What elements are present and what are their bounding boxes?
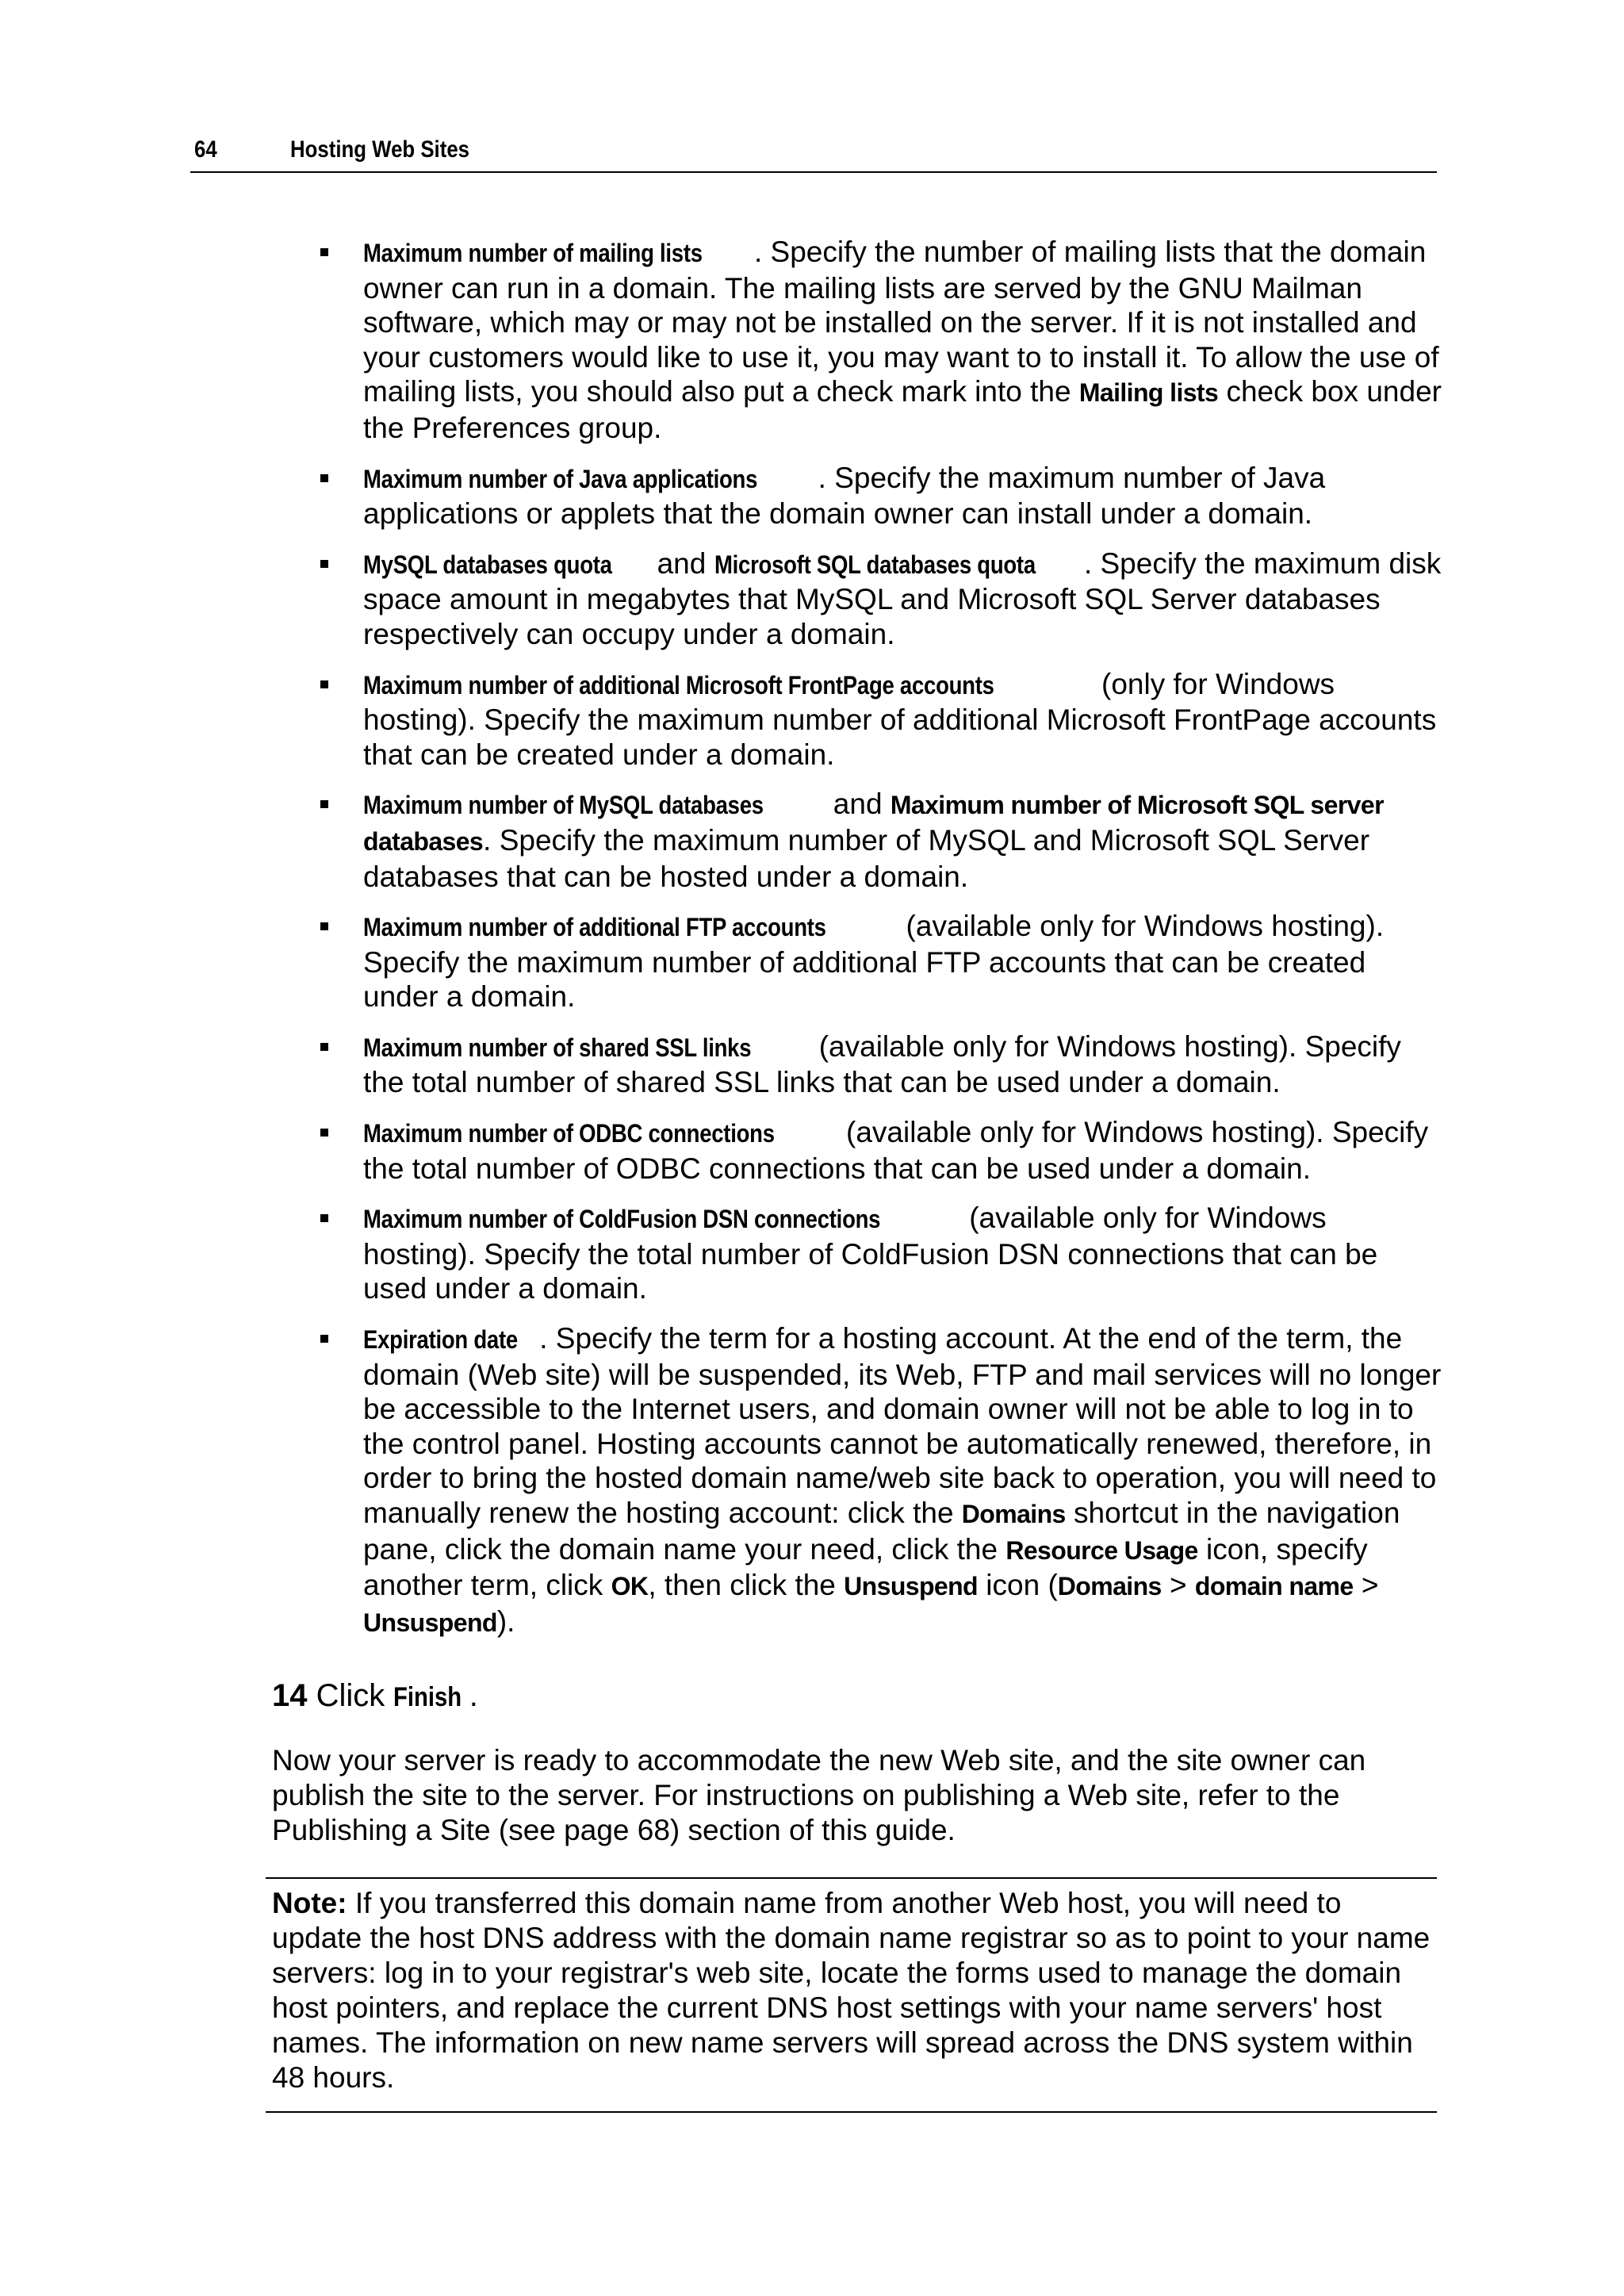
- description: icon (: [978, 1569, 1058, 1602]
- term: Domains: [961, 1500, 1066, 1528]
- note-bottom-rule: [266, 2111, 1437, 2113]
- step-action: Finish: [393, 1682, 462, 1712]
- description: icon, specify another term, click: [363, 1532, 1368, 1602]
- list-item: [320, 461, 1446, 531]
- term: Microsoft SQL databases quota: [714, 550, 1036, 579]
- step-end: .: [469, 1678, 478, 1713]
- bullet-square-icon: [320, 474, 328, 482]
- description: (only for Windows hosting). Specify the maximum number of additional Microsoft FrontPage accounts that can be created under a domain.: [363, 667, 1437, 771]
- description: check box under the Preferences group.: [363, 375, 1442, 444]
- description: (available only for Windows hosting). Specify the total number of shared SSL links that can be used under a domain.: [363, 1029, 1401, 1099]
- step-number: 14: [272, 1678, 308, 1713]
- list-item: [320, 667, 1446, 772]
- list-item: [320, 1201, 1446, 1306]
- step-text: Click: [307, 1678, 394, 1713]
- description: (available only for Windows hosting). Specify the maximum number of additional FTP accounts that can be created under a domain.: [363, 910, 1385, 1014]
- bullet-square-icon: [320, 560, 328, 568]
- running-header: [190, 136, 1437, 173]
- note-text: If you transferred this domain name from another Web host, you will need to update the host DNS address with the domain name registrar so as to point to your name servers: log in to your registrar's web site, locate the forms used to manage the domain host pointers, and replace the current DNS host settings with your name servers' host names. The information on new name servers will spread across the DNS system within 48 hours.: [272, 1887, 1431, 2094]
- description: ).: [496, 1604, 515, 1638]
- bullet-square-icon: [320, 1129, 328, 1137]
- term: Mailing lists: [1078, 378, 1219, 408]
- list-item: [320, 546, 1446, 652]
- term: Maximum number of additional FTP accounts: [363, 913, 826, 942]
- description: . Specify the number of mailing lists that the domain owner can run in a domain. The mailing lists are served by the GNU Mailman software, which may or may not be installed on the server. If it is not installed and your customers would like to use it, you may want to to install it. To allow the use of mailing lists, you should also put a check mark into the: [363, 236, 1439, 408]
- description: and: [825, 788, 891, 821]
- note-label: Note:: [272, 1887, 347, 1919]
- term: MySQL databases quota: [363, 550, 612, 579]
- procedure-step: [272, 1678, 478, 1714]
- list-item: [320, 1029, 1446, 1100]
- term: OK: [611, 1572, 649, 1601]
- description: . Specify the maximum number of MySQL and Microsoft SQL Server databases that can be hosted under a domain.: [363, 823, 1370, 893]
- term: Maximum number of ColdFusion DSN connections: [363, 1205, 881, 1234]
- description: >: [1353, 1569, 1379, 1602]
- term: domain name: [1194, 1572, 1354, 1601]
- list-item: [320, 1115, 1446, 1186]
- section-title: Hosting Web Sites: [290, 136, 470, 163]
- bullet-square-icon: [320, 922, 328, 930]
- term: Maximum number of shared SSL links: [363, 1033, 752, 1062]
- term: Unsuspend: [363, 1608, 497, 1637]
- term: Maximum number of MySQL databases: [363, 791, 764, 820]
- description: shortcut in the navigation pane, click the domain name your need, click the: [363, 1497, 1400, 1566]
- bullet-square-icon: [320, 1043, 328, 1051]
- term: Resource Usage: [1005, 1535, 1198, 1565]
- bullet-square-icon: [320, 680, 328, 688]
- description: , then click the: [648, 1569, 845, 1602]
- description: >: [1161, 1569, 1195, 1602]
- term: Maximum number of Java applications: [363, 464, 758, 493]
- term: Domains: [1057, 1572, 1162, 1601]
- bullet-square-icon: [320, 248, 328, 256]
- body-paragraph: Now your server is ready to accommodate the new Web site, and the site owner can publish the site to the server. For instructions on publishing a Web site, refer to the Publishing a Site (see page 68) section of this guide.: [272, 1744, 1366, 1846]
- description: . Specify the term for a hosting account. At the end of the term, the domain (Web site) will be suspended, its Web, FTP and mail services will no longer be accessible to the Internet users, and domain owner will not be able to log in to the control panel. Hosting accounts cannot be automatically renewed, therefore, in order to bring the hosted domain name/web site back to operation, you will need to manually renew the hosting account: click the: [363, 1322, 1442, 1529]
- description: and: [649, 546, 714, 580]
- description: (available only for Windows hosting). Specify the total number of ColdFusion DSN connections that can be used under a domain.: [363, 1202, 1378, 1305]
- page-number: 64: [194, 136, 217, 163]
- bullet-square-icon: [320, 800, 328, 808]
- term: Unsuspend: [844, 1572, 979, 1601]
- term: Maximum number of mailing lists: [363, 239, 703, 267]
- term: Maximum number of additional Microsoft FrontPage accounts: [363, 670, 994, 700]
- description: (available only for Windows hosting). Specify the total number of ODBC connections that can be used under a domain.: [363, 1116, 1429, 1185]
- settings-bullet-list: [320, 235, 1446, 1640]
- bullet-square-icon: [320, 1335, 328, 1343]
- list-item: [320, 1321, 1446, 1640]
- note-box: [272, 1886, 1438, 2095]
- list-item: [320, 909, 1446, 1014]
- note-top-rule: [266, 1877, 1437, 1879]
- list-item: [320, 787, 1446, 894]
- description: . Specify the maximum number of Java applications or applets that the domain owner can install under a domain.: [363, 461, 1326, 531]
- bullet-square-icon: [320, 1214, 328, 1222]
- description: . Specify the maximum disk space amount in megabytes that MySQL and Microsoft SQL Server databases respectively can occupy under a domain.: [363, 546, 1442, 650]
- term: Expiration date: [363, 1325, 518, 1355]
- term: Maximum number of ODBC connections: [363, 1119, 775, 1148]
- term: Maximum number of Microsoft SQL server databases: [363, 791, 1384, 856]
- list-item: [320, 235, 1446, 446]
